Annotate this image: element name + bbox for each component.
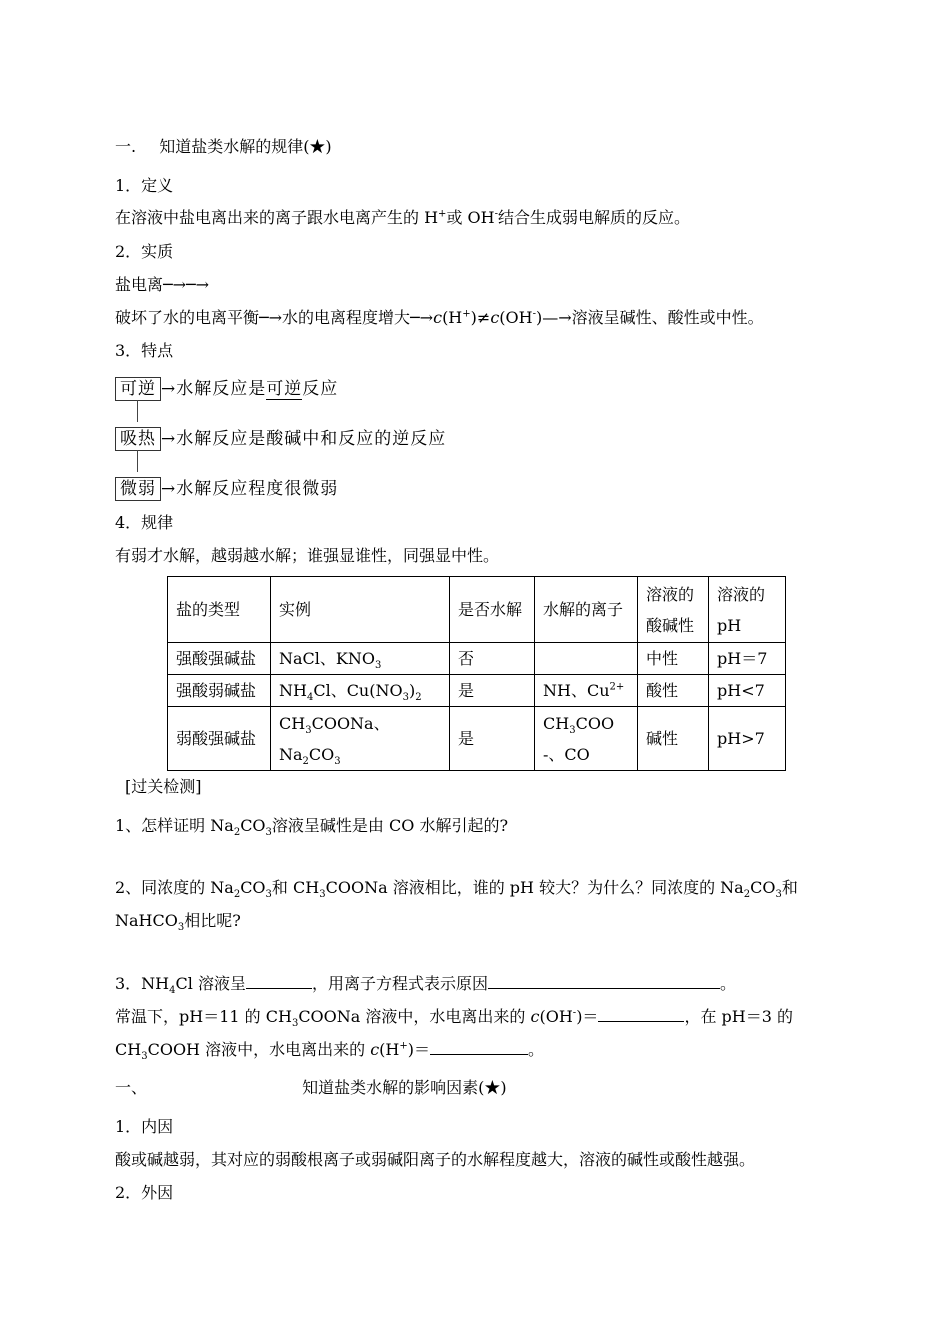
question-2: 2、同浓度的 $Na_2CO_3$和 $CH_3COONa$ 溶液相比，谁的 pH 较大？为什么？同浓度的 $Na_2CO_3$和 (115, 878, 798, 901)
rules-heading: 4．规律 (115, 513, 174, 532)
connector-line (137, 450, 138, 472)
question-4-cont: $CH_3COOH$ 溶液中，水电离出来的 c(H+)＝ 。 (115, 1040, 545, 1063)
section-1-heading (115, 137, 332, 157)
answer-blank[interactable] (430, 1040, 528, 1055)
feature-box: 可逆 (115, 377, 161, 401)
external-heading: 2．外因 (115, 1183, 174, 1202)
features-heading: 3．特点 (115, 341, 174, 360)
definition-text: 在溶液中盐电离出来的离子跟水电离产生的 H+或 OH-结合生成弱电解质的反应。 (115, 208, 691, 227)
question-1: 1、怎样证明 $Na_2CO_3$溶液呈碱性是由 CO 水解引起的? (115, 816, 509, 839)
feature-row-reversible: 可逆 →水解反应是可逆反应 (115, 374, 338, 401)
connector-line (137, 400, 138, 422)
section-number: 一、 (115, 1078, 148, 1097)
answer-blank[interactable] (488, 974, 720, 989)
section-number: 一. (115, 137, 137, 156)
feature-row-endothermic: 吸热 →水解反应是酸碱中和反应的逆反应 (115, 424, 446, 451)
question-4: 常温下，pH＝11 的 $CH_3COONa$ 溶液中，水电离出来的 c(OH-)＝ ，在 pH＝3 的 (115, 1007, 793, 1030)
feature-box: 吸热 (115, 427, 161, 451)
question-2-cont: NaHCO$_3$相比呢? (115, 911, 241, 934)
feature-row-weak: 微弱 →水解反应程度很微弱 (115, 474, 338, 501)
check-title: [过关检测] (125, 777, 202, 796)
section-2-heading (115, 1078, 507, 1098)
definition-heading: 1．定义 (115, 176, 174, 195)
essence-line-1: 盐电离─→─→ (115, 275, 210, 294)
table-header-row: 盐的类型 实例 是否水解 水解的离子 溶液的 酸碱性 溶液的 pH (168, 577, 786, 643)
table-row: 强酸弱碱盐 $NH_4Cl$、$Cu(NO_3)_2$ 是 NH、$Cu^{2+}$ 酸性 pH<7 (168, 675, 786, 707)
question-3: 3．$NH_4Cl$ 溶液呈 ，用离子方程式表示原因 。 (115, 974, 736, 997)
answer-blank[interactable] (246, 974, 312, 989)
table-row: 弱酸强碱盐 $CH_3COONa$、$Na_2CO_3$ 是 $CH_3COO$ -、CO 碱性 pH>7 (168, 707, 786, 771)
table-row: 强酸强碱盐 NaCl、$KNO_3$ 否 中性 pH＝7 (168, 643, 786, 675)
answer-blank[interactable] (598, 1007, 684, 1022)
feature-box: 微弱 (115, 477, 161, 501)
essence-heading: 2．实质 (115, 242, 174, 261)
section-title: 知道盐类水解的影响因素(★) (302, 1078, 507, 1097)
hydrolysis-table (167, 576, 786, 771)
rules-text: 有弱才水解，越弱越水解；谁强显谁性，同强显中性。 (115, 546, 500, 565)
essence-line-2: 破坏了水的电离平衡─→水的电离程度增大─→c(H+)≠c(OH-)—→溶液呈碱性、酸性或中性。 (115, 308, 764, 327)
internal-heading: 1．内因 (115, 1117, 174, 1136)
internal-text: 酸或碱越弱，其对应的弱酸根离子或弱碱阳离子的水解程度越大，溶液的碱性或酸性越强。 (115, 1150, 756, 1169)
section-title: 知道盐类水解的规律(★) (159, 137, 332, 156)
